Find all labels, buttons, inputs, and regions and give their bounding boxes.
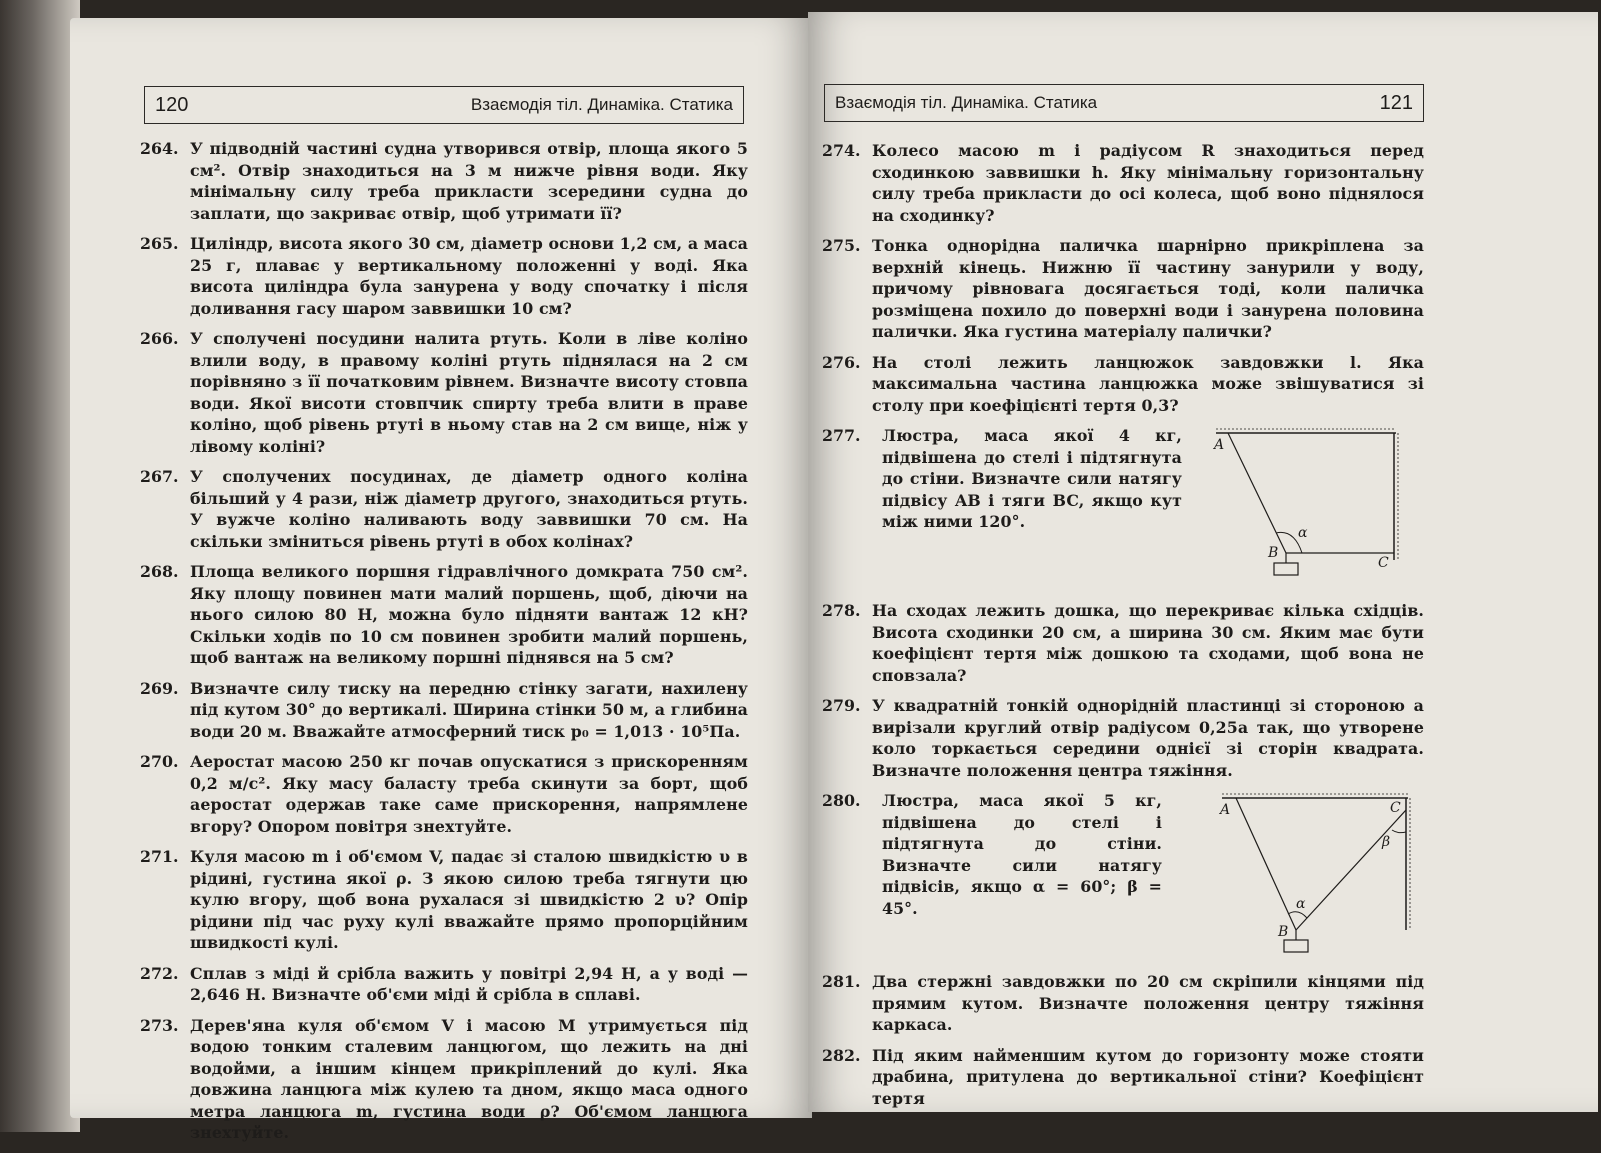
figure-280-diagram [1212,790,1412,960]
figure-277-chandelier [1206,425,1401,591]
problem-number: 274. [822,141,861,160]
problem-text: Циліндр, висота якого 30 см, діаметр основи 1,2 см, а маса 25 г, плаває у вертикальному положенні у воді. Яка висота циліндра була занурена у воду спочатку і після доливання гасу шаром заввишки 10 см? [190,234,748,318]
problem-number: 279. [822,696,861,715]
problem-text: Тонка однорідна паличка шарнірно прикріплена за верхній кінець. Нижню її частину занурили у воду, причому рівновага досягається тоді, коли паличка розміщена похило до поверхні води і занурена половина палички. Яка густина матеріалу палички? [872,236,1424,341]
problem-282 [822,1045,1424,1110]
problem-number: 276. [822,352,861,372]
problem-text: Люстра, маса якої 5 кг, підвішена до стелі і підтягнута до стіни. Визначте сили натягу підвісів, якщо α = 60°; β = 45°. [882,791,1162,918]
problem-278 [822,600,1424,686]
problem-text: Люстра, маса якої 4 кг, підвішена до стелі і підтягнута до стіни. Визначте сили натягу підвісу AB і тяги BC, якщо кут між ними 120°. [882,426,1182,531]
problem-267 [140,466,748,552]
problem-number: 277. [822,426,861,445]
figure-277-label-c: C [1378,555,1389,571]
problem-number: 278. [822,601,861,620]
problem-number: 273. [140,1015,179,1035]
left-page [70,18,812,1142]
problem-text: Визначте силу тиску на передню стінку загати, нахилену під кутом 30° до вертикалі. Ширина стінки 50 м, а глибина води 20 м. Вважайте атмосферний тиск p₀ = 1,013 · 10⁵Па. [190,678,748,741]
problem-270 [140,751,748,837]
problem-text: На столі лежить ланцюжок завдовжки l. Яка максимальна частина ланцюжка може звішуватися зі столу при коефіцієнті тертя 0,3? [872,352,1424,415]
problem-number: 272. [140,963,179,983]
problem-text: Колесо масою m і радіусом R знаходиться перед сходинкою заввишки h. Яку мінімальну горизонтальну силу треба прикласти до осі колеса, щоб воно піднялося на сходинку? [872,141,1424,225]
figure-280-label-alpha: α [1296,896,1306,912]
problem-272 [140,963,748,1006]
figure-277-label-a: A [1214,437,1225,453]
problem-text: Площа великого поршня гідравлічного домкрата 750 см². Яку площу повинен мати малий поршень, щоб, діючи на нього силою 80 Н, можна було підняти вантаж 12 кН? Скільки ходів по 10 см повинен зробити малий поршень, щоб вантаж на великому поршні піднявся на 5 см? [190,562,748,667]
problem-276 [822,352,1424,417]
problem-number: 271. [140,847,179,866]
problem-text: Дерев'яна куля об'ємом V і масою M утримується під водою тонким сталевим ланцюгом, що лежить на дні водойми, а іншим кінцем прикріплений до кулі. Яка довжина ланцюга між кулею та дном, якщо маса одного метра ланцюга m, густина води ρ? Об'ємом ланцюга знехтуйте. [190,1015,748,1142]
problem-text: Аеростат масою 250 кг почав опускатися з прискоренням 0,2 м/с². Яку масу баласту треба скинути за борт, щоб аеростат одержав таке саме прискорення, напрямлене вгору? Опором повітря знехтуйте. [190,752,748,836]
problem-269 [140,678,748,743]
book-spine [0,0,80,1132]
problem-279 [822,695,1424,781]
problem-text: Куля масою m і об'ємом V, падає зі сталою швидкістю υ в рідині, густина якої ρ. З якою силою треба тягнути цю кулю вгору, щоб вона рухалася зі швидкістю 2 υ? Опір рідини під час руху кулі вважайте прямо пропорційним швидкості кулі. [190,847,748,952]
problem-number: 266. [140,329,179,348]
problem-number: 280. [822,791,861,810]
problem-274 [822,140,1424,226]
problem-number: 270. [140,752,179,771]
figure-277-label-alpha: α [1298,525,1308,541]
problem-text: У сполучених посудинах, де діаметр одного коліна більший у 4 рази, ніж діаметр другого, знаходиться ртуть. У вужче коліно наливають воду заввишки 70 см. На скільки зміниться рівень ртуті в обох колінах? [190,467,748,551]
right-page-header [824,84,1424,122]
figure-277-diagram [1206,425,1401,585]
problem-text: У сполучені посудини налита ртуть. Коли в ліве коліно влили воду, в правому коліні ртуть піднялася на 2 см порівняно з її початковим рівнем. Визначте висоту стовпа води. Якої висоти стовпчик спирту треба влити в праве коліно, щоб рівень ртуті в ньому став на 2 см вище, ніж у лівому коліні? [190,329,748,456]
problem-text: Два стержні завдовжки по 20 см скріпили кінцями під прямим кутом. Визначте положення центру тяжіння каркаса. [872,972,1424,1034]
problem-number: 264. [140,139,179,158]
problem-number: 282. [822,1045,861,1065]
problem-number: 268. [140,562,179,581]
left-page-header [144,86,744,124]
problem-number: 275. [822,236,861,255]
problem-text: У квадратній тонкій однорідній пластинці зі стороною a вирізали круглий отвір радіусом 0,25a так, що утворене коло торкається середини однієї зі сторін квадрата. Визначте положення центра тяжіння. [872,696,1424,780]
right-problem-list [822,140,1424,1118]
problem-273 [140,1015,748,1144]
figure-280-label-b: B [1278,924,1289,940]
page-number: 120 [155,93,189,116]
problem-number: 281. [822,972,861,991]
running-title: Взаємодія тіл. Динаміка. Статика [470,95,733,114]
figure-280-label-c: C [1390,800,1401,816]
figure-277-label-b: B [1268,545,1279,561]
problem-281 [822,971,1424,1036]
running-title: Взаємодія тіл. Динаміка. Статика [835,93,1098,112]
problem-text: Під яким найменшим кутом до горизонту може стояти драбина, притулена до вертикальної стіни? Коефіцієнт тертя [872,1045,1424,1108]
problem-268 [140,561,748,669]
problem-number: 267. [140,467,179,486]
problem-text: У підводній частині судна утворився отвір, площа якого 5 см². Отвір знаходиться на 3 м нижче рівня води. Яку мінімальну силу треба прикласти зсередини судна до заплати, що закриває отвір, щоб утримати її? [190,139,748,223]
figure-280-label-beta: β [1382,834,1391,850]
problem-text: На сходах лежить дошка, що перекриває кілька східців. Висота сходинки 20 см, а ширина 30 см. Яким має бути коефіцієнт тертя між дошкою та сходами, щоб вона не сповзала? [872,601,1424,685]
left-problem-list [140,138,748,1153]
problem-264 [140,138,748,224]
right-page [808,12,1598,1112]
problem-number: 269. [140,678,179,698]
page-number: 121 [1379,91,1413,114]
problem-265 [140,233,748,319]
figure-280-label-a: A [1220,802,1231,818]
problem-266 [140,328,748,457]
problem-number: 265. [140,234,179,253]
figure-280-chandelier [1212,790,1412,962]
problem-275 [822,235,1424,343]
problem-280 [822,790,1424,962]
problem-277 [822,425,1424,591]
problem-271 [140,846,748,954]
problem-text: Сплав з міді й срібла важить у повітрі 2,94 Н, а у воді — 2,646 Н. Визначте об'єми міді й срібла в сплаві. [190,963,748,1004]
